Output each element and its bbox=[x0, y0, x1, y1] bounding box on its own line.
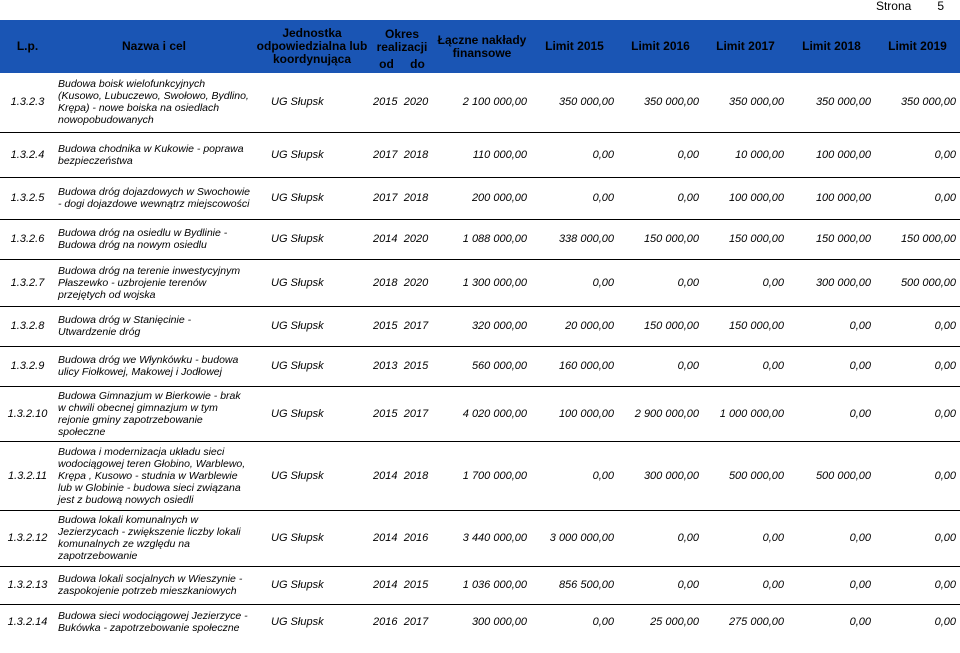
row-from: 2014 bbox=[371, 219, 399, 259]
table-row bbox=[0, 566, 960, 604]
row-limit-2017: 150 000,00 bbox=[703, 219, 788, 259]
row-total: 200 000,00 bbox=[433, 177, 531, 219]
row-total: 1 300 000,00 bbox=[433, 259, 531, 306]
header-total: Łączne nakłady finansowe bbox=[433, 20, 531, 73]
row-total: 300 000,00 bbox=[433, 604, 531, 640]
row-to: 2015 bbox=[399, 566, 433, 604]
row-limit-2017: 350 000,00 bbox=[728, 96, 784, 109]
row-total: 1 700 000,00 bbox=[433, 441, 531, 510]
investment-table bbox=[0, 20, 960, 640]
row-name: Budowa i modernizacja układu sieci wodociągowej teren Głobino, Warblewo, Krępa , Kusowo - studnia w Warblewie lub w Globinie - budowa sieci związana jest z budową nowych osiedli bbox=[55, 441, 253, 510]
row-limit-2017: 1 000 000,00 bbox=[703, 386, 788, 441]
table-row bbox=[0, 510, 960, 566]
row-name: Budowa dróg na osiedlu w Bydlinie - Budowa dróg na nowym osiedlu bbox=[55, 219, 253, 259]
row-limit-2017: 10 000,00 bbox=[703, 132, 788, 177]
row-lp: 1.3.2.8 bbox=[0, 306, 55, 346]
page-label: Strona bbox=[875, 0, 912, 13]
header-to: do bbox=[410, 57, 425, 71]
row-lp: 1.3.2.4 bbox=[0, 132, 55, 177]
row-limit-2018: 0,00 bbox=[788, 510, 875, 566]
row-name: Budowa lokali socjalnych w Wieszynie - zaspokojenie potrzeb mieszkaniowych bbox=[55, 566, 253, 604]
header-row bbox=[0, 20, 960, 73]
row-limit-2018: 500 000,00 bbox=[788, 441, 875, 510]
row-total: 2 100 000,00 bbox=[462, 96, 527, 109]
row-from: 2015 bbox=[373, 96, 398, 109]
row-lp: 1.3.2.13 bbox=[0, 566, 55, 604]
header-period-sub bbox=[371, 58, 433, 71]
row-limit-2018: 0,00 bbox=[788, 306, 875, 346]
row-to: 2015 bbox=[399, 346, 433, 386]
row-limit-2019: 0,00 bbox=[875, 441, 960, 510]
row-lp: 1.3.2.6 bbox=[0, 219, 55, 259]
row-limit-2018: 350 000,00 bbox=[815, 96, 871, 109]
table-row bbox=[0, 177, 960, 219]
row-limit-2015: 0,00 bbox=[531, 132, 618, 177]
row-limit-2016: 0,00 bbox=[618, 346, 703, 386]
row-limit-2016: 0,00 bbox=[618, 510, 703, 566]
row-name: Budowa Gimnazjum w Bierkowie - brak w chwili obecnej gimnazjum w tym rejonie gminy zapotrzebowanie społeczne bbox=[55, 386, 253, 441]
row-limit-2016: 300 000,00 bbox=[618, 441, 703, 510]
header-limit-2016: Limit 2016 bbox=[618, 20, 703, 73]
row-limit-2016: 25 000,00 bbox=[618, 604, 703, 640]
table-row bbox=[0, 219, 960, 259]
row-lp: 1.3.2.5 bbox=[0, 177, 55, 219]
header-limit-2018: Limit 2018 bbox=[788, 20, 875, 73]
row-to: 2018 bbox=[399, 441, 433, 510]
row-unit: UG Słupsk bbox=[253, 177, 371, 219]
row-limit-2017: 100 000,00 bbox=[703, 177, 788, 219]
table-row bbox=[0, 73, 960, 132]
row-lp: 1.3.2.10 bbox=[0, 386, 55, 441]
row-name: Budowa dróg we Włynkówku - budowa ulicy Fiołkowej, Makowej i Jodłowej bbox=[55, 346, 253, 386]
row-unit: UG Słupsk bbox=[253, 259, 371, 306]
row-limit-2019: 0,00 bbox=[875, 177, 960, 219]
row-to: 2020 bbox=[399, 219, 433, 259]
row-unit: UG Słupsk bbox=[253, 604, 371, 640]
row-limit-2017: 150 000,00 bbox=[703, 306, 788, 346]
table-row bbox=[0, 306, 960, 346]
row-total: 1 088 000,00 bbox=[433, 219, 531, 259]
row-limit-2019: 0,00 bbox=[875, 566, 960, 604]
row-limit-2015: 160 000,00 bbox=[531, 346, 618, 386]
row-limit-2018: 100 000,00 bbox=[788, 177, 875, 219]
header-name: Nazwa i cel bbox=[55, 20, 253, 73]
row-from: 2014 bbox=[371, 441, 399, 510]
row-limit-2015: 0,00 bbox=[531, 604, 618, 640]
row-total: 560 000,00 bbox=[433, 346, 531, 386]
row-from: 2013 bbox=[371, 346, 399, 386]
row-name: Budowa lokali komunalnych w Jezierzycach - zwiększenie liczby lokali komunalnych ze względu na zapotrzebowanie bbox=[55, 510, 253, 566]
row-limit-2016: 150 000,00 bbox=[618, 219, 703, 259]
header-limit-2015: Limit 2015 bbox=[531, 20, 618, 73]
row-limit-2019: 0,00 bbox=[875, 306, 960, 346]
row-unit: UG Słupsk bbox=[253, 566, 371, 604]
row-lp: 1.3.2.3 bbox=[10, 96, 45, 109]
row-limit-2019: 0,00 bbox=[875, 386, 960, 441]
row-limit-2017: 0,00 bbox=[703, 510, 788, 566]
row-limit-2019: 0,00 bbox=[875, 510, 960, 566]
row-to: 2017 bbox=[399, 306, 433, 346]
row-limit-2015: 0,00 bbox=[531, 177, 618, 219]
row-limit-2016: 0,00 bbox=[618, 177, 703, 219]
table-row bbox=[0, 132, 960, 177]
row-total: 1 036 000,00 bbox=[433, 566, 531, 604]
row-lp: 1.3.2.9 bbox=[0, 346, 55, 386]
row-limit-2016: 0,00 bbox=[618, 259, 703, 306]
row-limit-2017: 0,00 bbox=[703, 259, 788, 306]
row-unit: UG Słupsk bbox=[253, 346, 371, 386]
table-row bbox=[0, 386, 960, 441]
row-limit-2018: 0,00 bbox=[788, 566, 875, 604]
row-unit: UG Słupsk bbox=[253, 510, 371, 566]
row-limit-2015: 100 000,00 bbox=[531, 386, 618, 441]
row-unit: UG Słupsk bbox=[271, 96, 324, 109]
header-period-label: Okres realizacji bbox=[376, 27, 428, 54]
row-total: 4 020 000,00 bbox=[433, 386, 531, 441]
row-limit-2019: 0,00 bbox=[875, 132, 960, 177]
header-limit-2017: Limit 2017 bbox=[703, 20, 788, 73]
row-to: 2020 bbox=[399, 259, 433, 306]
table-row bbox=[0, 604, 960, 640]
row-to: 2017 bbox=[399, 604, 433, 640]
row-name: Budowa sieci wodociągowej Jezierzyce - Bukówka - zapotrzebowanie społeczne bbox=[55, 604, 253, 640]
header-unit: Jednostka odpowiedzialna lub koordynująca bbox=[253, 20, 371, 73]
row-from: 2015 bbox=[371, 386, 399, 441]
row-limit-2019: 500 000,00 bbox=[875, 259, 960, 306]
row-unit: UG Słupsk bbox=[253, 219, 371, 259]
row-lp: 1.3.2.11 bbox=[0, 441, 55, 510]
row-from: 2018 bbox=[371, 259, 399, 306]
row-limit-2018: 0,00 bbox=[788, 386, 875, 441]
row-limit-2016: 0,00 bbox=[618, 566, 703, 604]
row-to: 2020 bbox=[403, 96, 429, 109]
row-limit-2015: 20 000,00 bbox=[531, 306, 618, 346]
row-limit-2018: 0,00 bbox=[788, 604, 875, 640]
row-limit-2016: 150 000,00 bbox=[618, 306, 703, 346]
row-limit-2019: 0,00 bbox=[875, 346, 960, 386]
row-unit: UG Słupsk bbox=[253, 386, 371, 441]
row-to: 2017 bbox=[399, 386, 433, 441]
row-limit-2019: 150 000,00 bbox=[875, 219, 960, 259]
row-from: 2016 bbox=[371, 604, 399, 640]
table-row bbox=[0, 441, 960, 510]
row-limit-2017: 275 000,00 bbox=[703, 604, 788, 640]
row-lp: 1.3.2.12 bbox=[0, 510, 55, 566]
row-total: 3 440 000,00 bbox=[433, 510, 531, 566]
row-limit-2016: 350 000,00 bbox=[643, 96, 699, 109]
table-row bbox=[0, 259, 960, 306]
row-name: Budowa dróg w Stanięcinie - Utwardzenie dróg bbox=[55, 306, 253, 346]
page-number: 5 bbox=[937, 0, 944, 13]
row-from: 2015 bbox=[371, 306, 399, 346]
row-name: Budowa chodnika w Kukowie - poprawa bezpieczeństwa bbox=[55, 132, 253, 177]
row-limit-2018: 300 000,00 bbox=[788, 259, 875, 306]
row-limit-2015: 0,00 bbox=[531, 441, 618, 510]
page-header bbox=[876, 0, 960, 16]
header-lp: L.p. bbox=[0, 20, 55, 73]
row-limit-2016: 2 900 000,00 bbox=[618, 386, 703, 441]
header-limit-2019: Limit 2019 bbox=[875, 20, 960, 73]
row-unit: UG Słupsk bbox=[253, 441, 371, 510]
row-name: Budowa boisk wielofunkcyjnych (Kusowo, Lubuczewo, Swołowo, Bydlino, Krępa) - nowe boiska na osiedlach nowopobudowanych bbox=[58, 78, 249, 127]
row-limit-2018: 0,00 bbox=[788, 346, 875, 386]
row-limit-2019: 350 000,00 bbox=[900, 96, 956, 109]
row-limit-2015: 338 000,00 bbox=[531, 219, 618, 259]
row-to: 2018 bbox=[399, 177, 433, 219]
table-row bbox=[0, 346, 960, 386]
row-from: 2017 bbox=[371, 177, 399, 219]
row-lp: 1.3.2.7 bbox=[0, 259, 55, 306]
row-unit: UG Słupsk bbox=[253, 306, 371, 346]
row-lp: 1.3.2.14 bbox=[0, 604, 55, 640]
row-from: 2017 bbox=[371, 132, 399, 177]
row-name: Budowa dróg na terenie inwestycyjnym Płaszewko - uzbrojenie terenów przejętych od wojska bbox=[55, 259, 253, 306]
row-total: 320 000,00 bbox=[433, 306, 531, 346]
row-limit-2019: 0,00 bbox=[875, 604, 960, 640]
row-limit-2016: 0,00 bbox=[618, 132, 703, 177]
row-to: 2016 bbox=[399, 510, 433, 566]
row-to: 2018 bbox=[399, 132, 433, 177]
row-limit-2018: 100 000,00 bbox=[788, 132, 875, 177]
row-unit: UG Słupsk bbox=[253, 132, 371, 177]
row-limit-2015: 3 000 000,00 bbox=[531, 510, 618, 566]
row-total: 110 000,00 bbox=[433, 132, 531, 177]
row-from: 2014 bbox=[371, 566, 399, 604]
row-limit-2017: 0,00 bbox=[703, 346, 788, 386]
row-limit-2017: 500 000,00 bbox=[703, 441, 788, 510]
row-limit-2018: 150 000,00 bbox=[788, 219, 875, 259]
row-limit-2017: 0,00 bbox=[703, 566, 788, 604]
header-period bbox=[371, 20, 433, 73]
row-from: 2014 bbox=[371, 510, 399, 566]
header-from: od bbox=[379, 57, 394, 71]
row-limit-2015: 350 000,00 bbox=[558, 96, 614, 109]
row-limit-2015: 856 500,00 bbox=[531, 566, 618, 604]
row-name: Budowa dróg dojazdowych w Swochowie - dogi dojazdowe wewnątrz miejscowości bbox=[55, 177, 253, 219]
row-limit-2015: 0,00 bbox=[531, 259, 618, 306]
